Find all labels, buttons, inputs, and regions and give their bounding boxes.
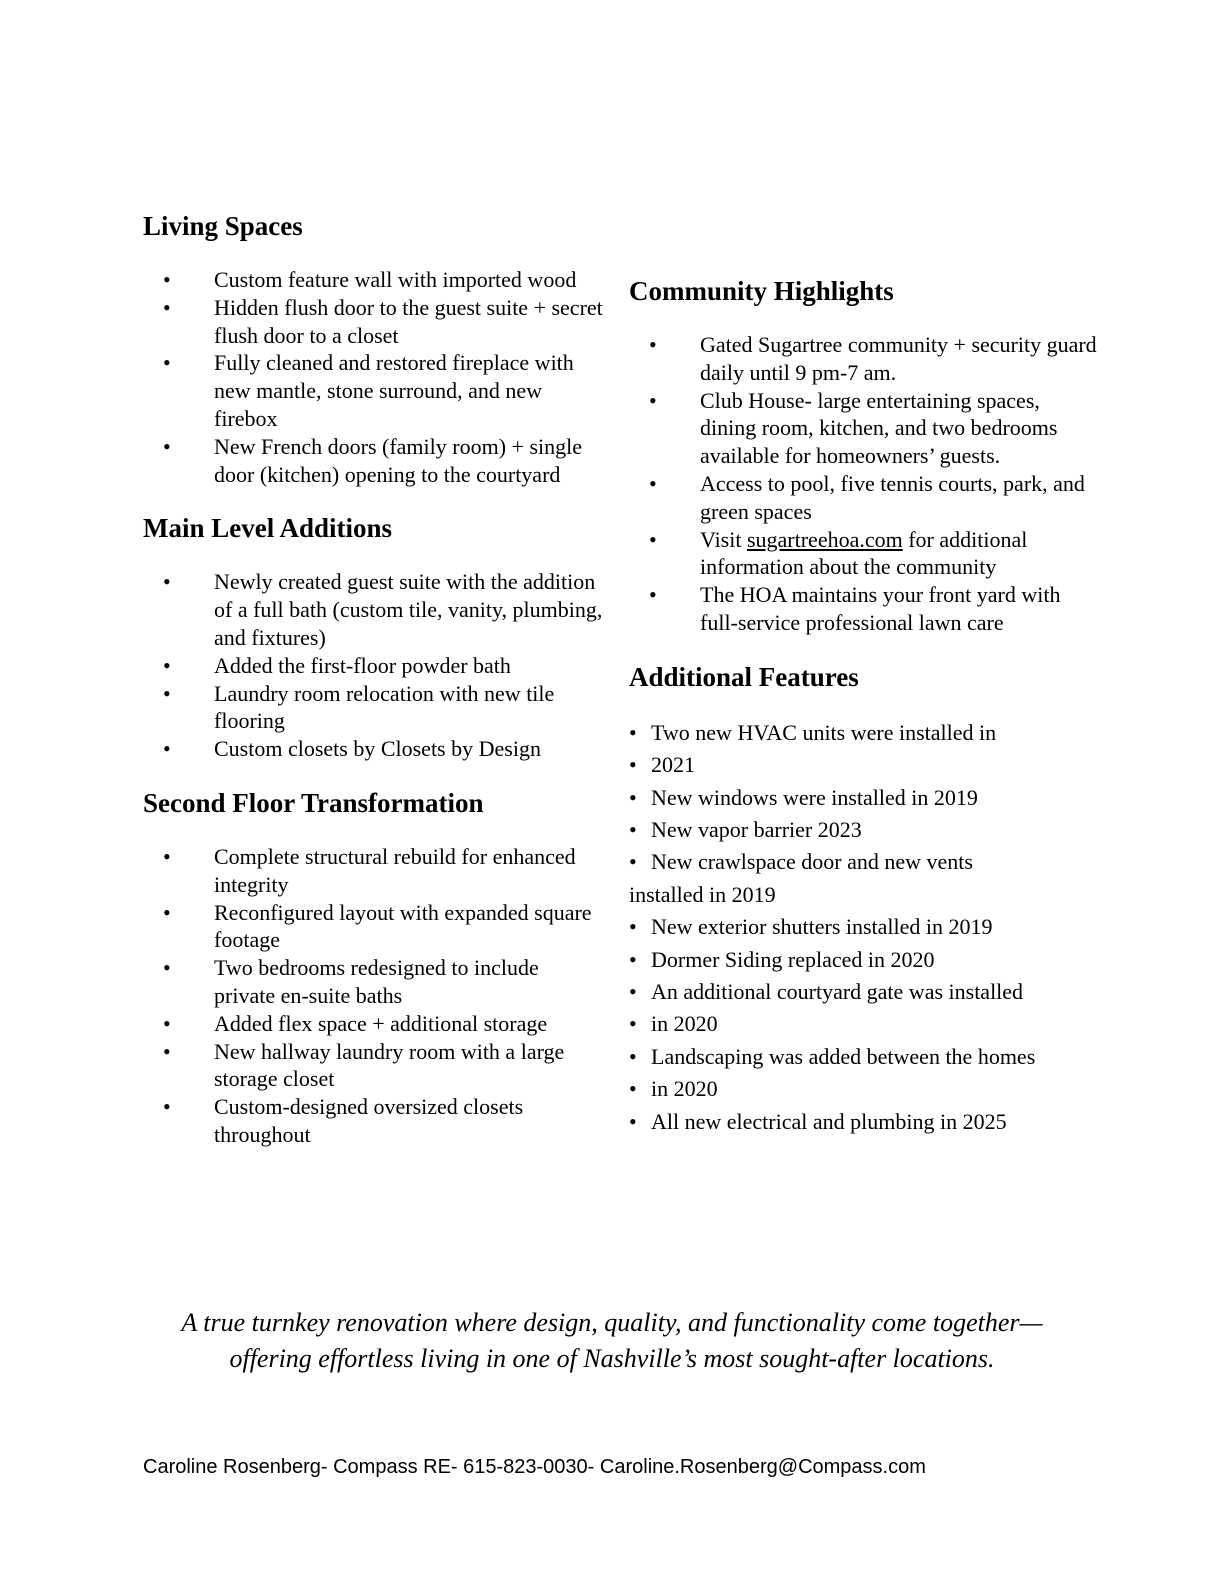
list-item: • Gated Sugartree community + security guard daily until 9 pm-7 am. [649,332,1097,385]
list-item: • Two new HVAC units were installed in [629,717,1099,749]
bullet-icon: • [629,979,637,1005]
bullet-icon: • [629,914,637,940]
list-item: • New French doors (family room) + single door (kitchen) opening to the courtyard [163,433,582,487]
list-item: • All new electrical and plumbing in 2025 [629,1106,1099,1138]
bullet-icon: • [163,680,171,706]
bullet-icon: • [163,1010,171,1036]
list-item: • New hallway laundry room with a large storage closet [163,1038,565,1092]
bullet-icon: • [163,955,171,981]
list-item: • Custom-designed oversized closets throughout [163,1094,524,1147]
bullet-icon: • [629,946,637,972]
list-item: • The HOA maintains your front yard with full-service professional lawn care [649,582,1061,635]
community-heading: Community Highlights [629,276,894,306]
additional-features-heading: Additional Features [629,661,859,692]
list-item-continuation: installed in 2019 [629,881,776,907]
list-item: • Added flex space + additional storage [163,1010,548,1036]
list-item: • Access to pool, five tennis courts, park, and green spaces [649,470,1085,524]
tagline-line-2: offering effortless living in one of Nashville’s most sought-after locations. [229,1344,995,1373]
tagline-line-1: A true turnkey renovation where design, quality, and functionality come together— [181,1308,1043,1337]
list-item: • Landscaping was added between the homes [629,1041,1099,1073]
community-list [629,331,1099,637]
bullet-icon: • [163,1038,171,1064]
left-column [143,208,603,1149]
bullet-icon: • [649,387,657,413]
bullet-icon: • [629,849,637,875]
sugartreehoa-link[interactable]: sugartreehoa.com [746,526,903,552]
bullet-icon: • [649,332,657,357]
list-item: • Added the first-floor powder bath [163,652,511,678]
bullet-icon: • [649,470,657,496]
bullet-icon: • [163,267,171,292]
bullet-icon: • [629,1076,637,1102]
bullet-icon: • [163,569,171,595]
bullet-icon: • [163,843,171,869]
list-item: • Visit sugartreehoa.com for additional information about the community [649,526,1028,580]
list-item: • Reconfigured layout with expanded square footage [163,899,592,953]
second-floor-heading: Second Floor Transformation [143,787,484,818]
main-level-list [143,568,603,763]
bullet-icon: • [163,652,171,678]
main-level-heading: Main Level Additions [143,513,393,544]
bullet-icon: • [629,1108,637,1134]
living-spaces-heading: Living Spaces [143,211,303,241]
bullet-icon: • [163,1094,171,1120]
bullet-icon: • [629,719,637,745]
contact-footer: Caroline Rosenberg- Compass RE- 615-823-0030- Caroline.Rosenberg@Compass.com [143,1456,926,1478]
bullet-icon: • [649,526,657,552]
list-item: • New vapor barrier 2023 [629,814,1099,846]
list-item: • Custom feature wall with imported wood [163,267,577,292]
list-item: • New crawlspace door and new vents [629,846,1099,878]
bullet-icon: • [629,816,637,842]
list-item: • Fully cleaned and restored fireplace with new mantle, stone surround, and new firebox [163,350,574,431]
list-item: • Laundry room relocation with new tile flooring [163,680,555,734]
list-item: • in 2020 [629,1073,1099,1105]
list-item: • in 2020 [629,1008,1099,1040]
living-spaces-list [143,266,603,488]
list-item: • Custom closets by Closets by Design [163,736,541,762]
additional-features-list [629,717,1099,1138]
bullet-icon: • [163,350,171,376]
bullet-icon: • [163,294,171,320]
bullet-icon: • [163,433,171,459]
list-item: • Complete structural rebuild for enhanced integrity [163,843,576,897]
list-item: • New exterior shutters installed in 2019 [629,911,1099,943]
bullet-icon: • [649,582,657,608]
bullet-icon: • [163,899,171,925]
second-floor-list [143,843,603,1149]
bullet-icon: • [629,1043,637,1069]
right-column [629,273,1099,1138]
list-item: • 2021 [629,749,1099,781]
list-item: • An additional courtyard gate was installed [629,976,1099,1008]
list-item: • New windows were installed in 2019 [629,782,1099,814]
list-item: • Hidden flush door to the guest suite + secret flush door to a closet [163,294,603,348]
bullet-icon: • [163,736,171,762]
bullet-icon: • [629,752,637,778]
list-item: • Dormer Siding replaced in 2020 [629,944,1099,976]
bullet-icon: • [629,1011,637,1037]
bullet-icon: • [629,784,637,810]
list-item: • Newly created guest suite with the addition of a full bath (custom tile, vanity, plumbing, and fixtures) [163,569,603,650]
tagline [0,1305,1224,1377]
list-item: • Two bedrooms redesigned to include private en-suite baths [163,955,539,1008]
list-item: • Club House- large entertaining spaces, dining room, kitchen, and two bedrooms available for homeowners’ guests. [649,387,1058,469]
